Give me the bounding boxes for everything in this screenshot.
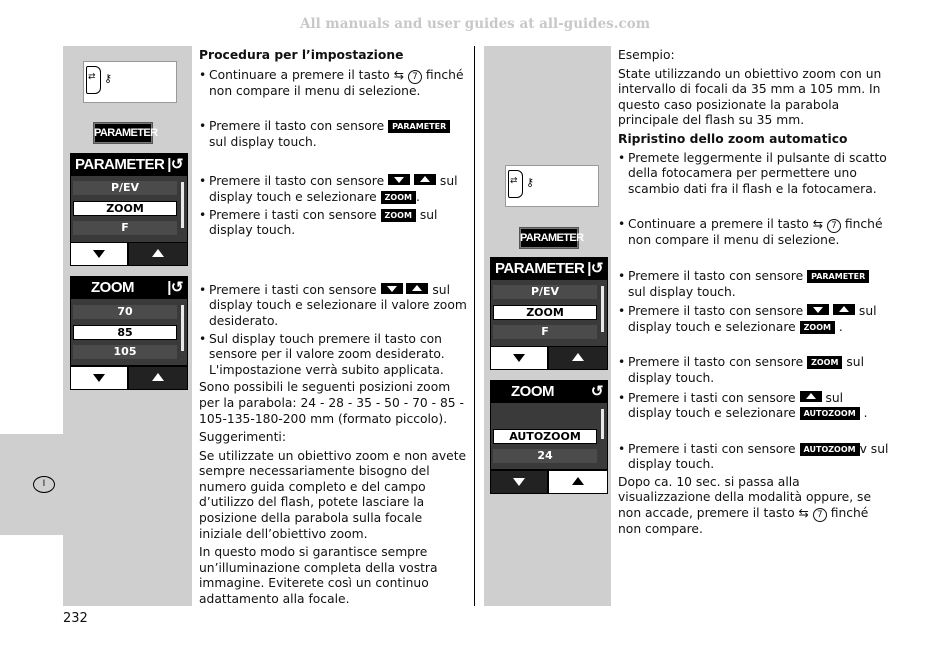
section-heading: Ripristino dello zoom automatico — [618, 131, 848, 146]
parameter-tag: PARAMETER — [807, 270, 869, 283]
menu-row: P/EV — [73, 181, 177, 195]
down-arrow-button — [490, 470, 548, 494]
menu-row: 70 — [73, 305, 177, 319]
paragraph: Se utilizzate un obiettivo zoom e non avete sempre necessariamente bisogno del numero guida completo e del campo d’utilizzo del flash, potete lasciare la posizione della parabola sulla focale iniziale dell’obiettivo zoom. — [199, 448, 467, 541]
instruction-bullet: • Premere i tasti con sensore sul display touch e selezionare AUTOZOOM . — [618, 391, 890, 422]
flash-switch-illustration — [83, 61, 177, 103]
down-arrow-button — [490, 346, 548, 370]
menu-row: P/EV — [493, 285, 597, 299]
autozoom-tag: AUTOZOOM — [800, 407, 860, 420]
key-number: 7 — [813, 508, 827, 522]
up-arrow-icon — [414, 174, 436, 185]
parameter-tag: PARAMETER — [388, 120, 450, 133]
zoom-tag: ZOOM — [381, 209, 416, 222]
instruction-bullet: • Premere i tasti con sensore sul display touch e selezionare il valore zoom desiderato. — [199, 283, 467, 330]
zoom-menu-screen — [490, 380, 608, 470]
up-arrow-icon — [833, 304, 855, 315]
paragraph: Suggerimenti: — [199, 430, 286, 445]
up-arrow-button — [548, 346, 608, 370]
key-number: 7 — [408, 70, 422, 84]
language-tab-label: I — [33, 476, 55, 493]
key-icon: ⚷ — [104, 72, 113, 85]
up-arrow-icon — [406, 283, 428, 294]
parameter-menu-screen — [70, 153, 188, 243]
switch-key-icon: ⇆ — [812, 217, 824, 232]
down-arrow-button — [70, 242, 128, 266]
menu-row-selected: ZOOM — [73, 201, 177, 216]
instruction-bullet: • Continuare a premere il tasto ⇆ 7 finché non compare il menu di selezione. — [199, 68, 467, 100]
zoom-tag: ZOOM — [807, 356, 842, 369]
menu-title: PARAMETER |↺ — [491, 258, 607, 280]
right-text-column — [618, 48, 890, 538]
scrollbar — [181, 182, 184, 228]
back-icon: |↺ — [167, 279, 183, 296]
menu-title: PARAMETER |↺ — [71, 154, 187, 176]
up-arrow-button — [128, 242, 188, 266]
menu-row-selected: AUTOZOOM — [493, 429, 597, 444]
paragraph: Sono possibili le seguenti posizioni zoom per la parabola: 24 - 28 - 35 - 50 - 70 - 85 - 105-135-180-200 mm (formato piccolo). — [199, 380, 464, 426]
instruction-bullet: • Premere i tasti con sensore AUTOZOOM v sul display touch. — [618, 442, 890, 473]
scrollbar — [181, 305, 184, 351]
paragraph: Esempio: — [618, 48, 675, 62]
paragraph: Dopo ca. 10 sec. si passa alla visualizzazione della modalità oppure, se non accade, premere il tasto ⇆ 7 finché non compare. — [618, 474, 872, 537]
zoom-menu-screen — [70, 276, 188, 366]
switch-icon — [508, 170, 523, 198]
menu-row: F — [73, 221, 177, 235]
instruction-bullet: • Continuare a premere il tasto ⇆ 7 finché non compare il menu di selezione. — [618, 217, 890, 249]
scrollbar — [601, 409, 604, 439]
key-number: 7 — [827, 219, 841, 233]
instruction-bullet: • Premere il tasto con sensore PARAMETER sul display touch. — [199, 119, 467, 150]
paragraph: In questo modo si garantisce sempre un’illuminazione completa della vostra immagine. Eviterete così un continuo adattamento alla focale. — [199, 545, 438, 607]
instruction-bullet: • Premere il tasto con sensore ZOOM sul display touch. — [618, 355, 890, 386]
scrollbar — [601, 286, 604, 332]
down-arrow-icon — [807, 304, 829, 315]
key-icon: ⚷ — [526, 176, 535, 189]
menu-row: 24 — [493, 449, 597, 463]
back-icon: ↺ — [590, 383, 603, 400]
menu-title: ZOOM |↺ — [71, 277, 187, 299]
zoom-tag: ZOOM — [800, 321, 835, 334]
zoom-tag: ZOOM — [381, 191, 416, 204]
instruction-bullet: • Premere il tasto con sensore sul display touch e selezionare ZOOM . — [618, 304, 890, 335]
page-number: 232 — [63, 611, 88, 626]
up-arrow-icon — [800, 391, 822, 402]
back-icon: |↺ — [587, 260, 603, 277]
paragraph: State utilizzando un obiettivo zoom con un intervallo di focali da 35 mm a 105 mm. In questo caso posizionate la parabola principale del flash su 35 mm. — [618, 66, 882, 128]
up-arrow-button — [548, 470, 608, 494]
menu-row-selected: 85 — [73, 325, 177, 340]
instruction-bullet: • Premete leggermente il pulsante di scatto della fotocamera per permettere uno scambio dati fra il flash e la fotocamera. — [618, 151, 890, 198]
parameter-button: PARAMETER — [519, 227, 579, 249]
menu-title: ZOOM ↺ — [491, 381, 607, 403]
up-arrow-button — [128, 366, 188, 390]
autozoom-tag: AUTOZOOM — [800, 443, 860, 456]
menu-row: F — [493, 325, 597, 339]
menu-row-selected: ZOOM — [493, 305, 597, 320]
switch-key-icon: ⇆ — [798, 506, 809, 521]
down-arrow-icon — [381, 283, 403, 294]
back-icon: |↺ — [167, 156, 183, 173]
menu-row: 105 — [73, 345, 177, 359]
down-arrow-icon — [388, 174, 410, 185]
flash-switch-illustration — [505, 165, 599, 207]
left-text-column — [199, 48, 467, 608]
instruction-bullet: • Premere il tasto con sensore PARAMETER sul display touch. — [618, 269, 890, 300]
instruction-bullet: • Premere i tasti con sensore ZOOM sul display touch. — [199, 208, 467, 239]
section-heading: Procedura per l’impostazione — [199, 48, 404, 62]
column-divider — [474, 46, 475, 606]
watermark: All manuals and user guides at all-guides.com — [299, 16, 650, 32]
switch-key-icon: ⇆ — [393, 67, 405, 82]
down-arrow-button — [70, 366, 128, 390]
parameter-button: PARAMETER — [93, 122, 153, 144]
switch-icon — [86, 66, 101, 94]
instruction-bullet: • Premere il tasto con sensore sul display touch e selezionare ZOOM . — [199, 174, 467, 205]
parameter-menu-screen — [490, 257, 608, 347]
instruction-bullet: • Sul display touch premere il tasto con sensore per il valore zoom desiderato. L'impostazione verrà subito applicata. — [199, 332, 467, 379]
